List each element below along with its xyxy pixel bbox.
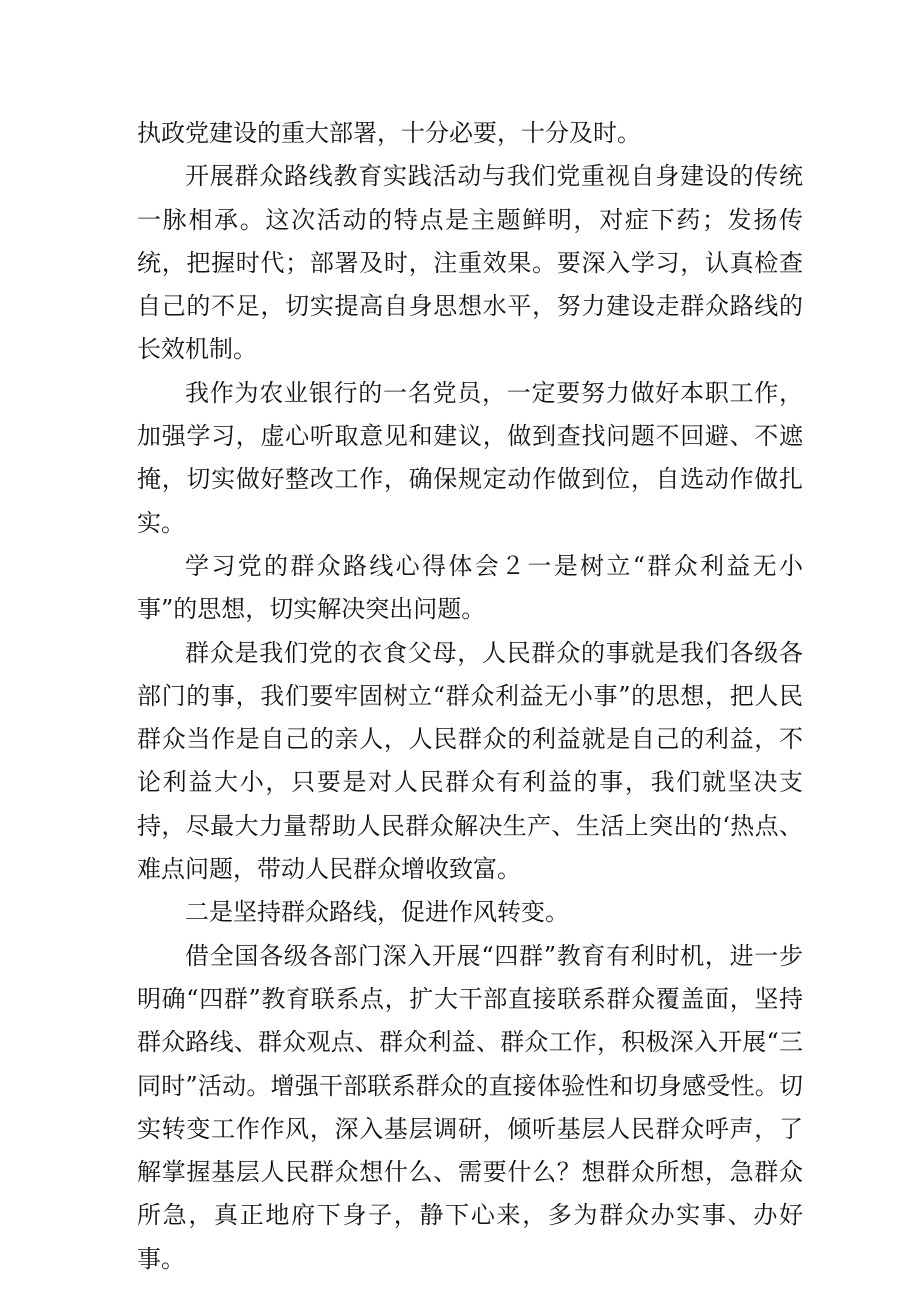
paragraph: 二是坚持群众路线，促进作风转变。 [185, 898, 569, 927]
paragraph: 学习党的群众路线心得体会２一是树立“群众利益无小事”的思想，切实解决突出问题。 [137, 551, 803, 624]
paragraph: 我作为农业银行的一名党员，一定要努力做好本职工作，加强学习，虚心听取意见和建议，做到查找问题不回避、不遮掩，切实做好整改工作，确保规定动作做到位，自选动作做扎实。 [137, 378, 803, 537]
document-body [137, 112, 803, 1281]
paragraph-continuation: 执政党建设的重大部署，十分必要，十分及时。 [137, 119, 641, 147]
paragraph: 借全国各级各部门深入开展“四群”教育有利时机，进一步明确“四群”教育联系点，扩大干部直接联系群众覆盖面，坚持群众路线、群众观点、群众利益、群众工作，积极深入开展“三同时”活动。增强干部联系群众的直接体验性和切身感受性。切实转变工作作风，深入基层调研，倾听基层人民群众呼声，了解掌握基层人民群众想什么、需要什么？想群众所想，急群众所急，真正地府下身子，静下心来，多为群众办实事、办好事。 [137, 941, 803, 1273]
paragraph: 开展群众路线教育实践活动与我们党重视自身建设的传统一脉相承。这次活动的特点是主题鲜明，对症下药；发扬传统，把握时代；部署及时，注重效果。要深入学习，认真检查自己的不足，切实提高自身思想水平，努力建设走群众路线的长效机制。 [137, 162, 803, 364]
paragraph: 群众是我们党的衣食父母，人民群众的事就是我们各级各部门的事，我们要牢固树立“群众利益无小事”的思想，把人民群众当作是自己的亲人，人民群众的利益就是自己的利益，不论利益大小，只要是对人民群众有利益的事，我们就坚决支持，尽最大力量帮助人民群众解决生产、生活上突出的‘热点、难点问题，带动人民群众增收致富。 [137, 638, 803, 884]
